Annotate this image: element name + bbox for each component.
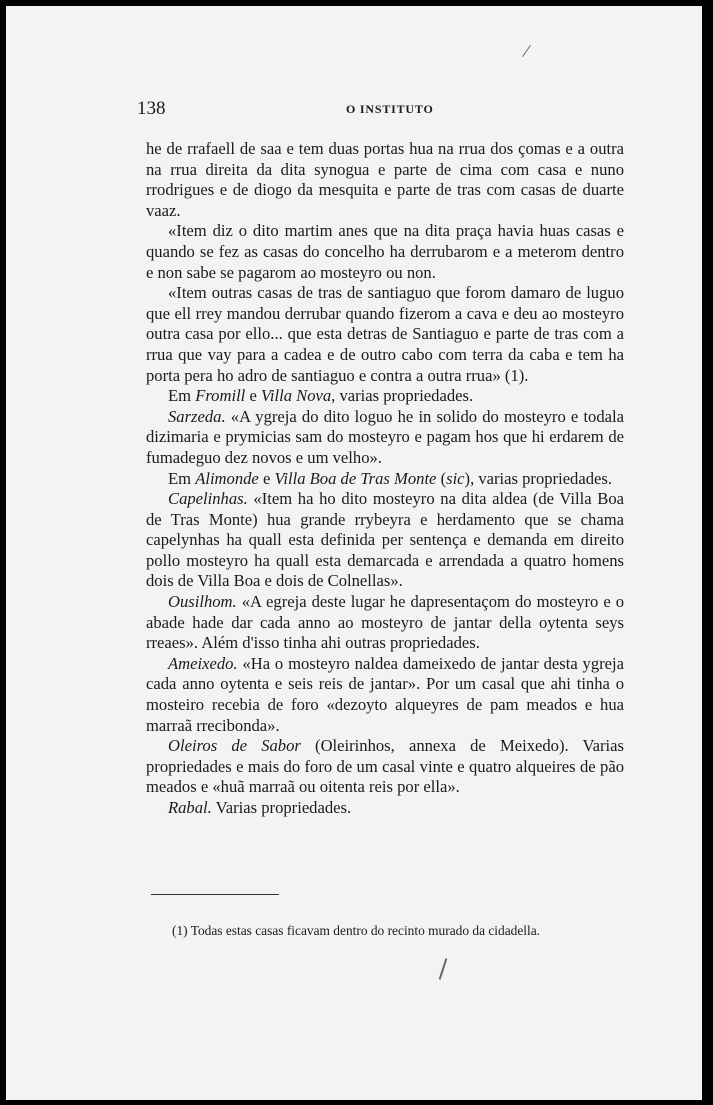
paragraph [146, 469, 624, 490]
paragraph [146, 592, 624, 654]
footnote-divider [151, 894, 279, 895]
paragraph [146, 139, 624, 221]
body-text [146, 139, 624, 819]
text-run: «Item outras casas de tras de santiaguo que forom damaro de luguo que ell rrey mandou derrubar quando fizerom a cava e deu ao mosteyro outra casa por ello... que esta detras de Santiaguo e parte de tras com a rrua que vay para a cadea e de outro cabo com terra da caba e tem ha porta pera ho adro de santiaguo e contra a outra rrua» (1). [146, 283, 624, 385]
running-title: O INSTITUTO [346, 102, 434, 116]
text-run: he de rrafaell de saa e tem duas portas hua na rrua dos çomas e a outra na rrua direita da dita synogua e parte de cima com casa e nuno rrodrigues e de diogo da mesquita e parte de tras com casas de duarte vaaz. [146, 139, 624, 220]
italic-text: Alimonde [195, 468, 259, 488]
text-run: e [245, 386, 261, 406]
pen-mark [439, 958, 448, 980]
paragraph [146, 386, 624, 407]
italic-text: sic [446, 468, 465, 488]
paragraph [146, 283, 624, 386]
italic-text: Sarzeda. [168, 406, 226, 426]
text-run: «A egreja deste lugar he dapresentaçom do mosteyro e o abade hade dar cada anno ao mosteyro de jantar della oytenta seys rreaes». Além d'isso tinha ahi outras propriedades. [146, 592, 624, 653]
italic-text: Oleiros de Sabor [168, 736, 301, 756]
italic-text: Ousilhom. [168, 592, 237, 612]
italic-text: Capelinhas. [168, 489, 248, 509]
text-run: ( [436, 468, 447, 488]
page-number: 138 [137, 98, 166, 119]
footnote: (1) Todas estas casas ficavam dentro do recinto murado da cidadella. [172, 923, 541, 938]
book-page [6, 6, 702, 1100]
italic-text: Rabal. [168, 798, 212, 817]
paragraph [146, 736, 624, 798]
text-run: Varias propriedades. [211, 798, 352, 817]
text-run: Em [168, 386, 196, 406]
text-run: varias propriedades. [335, 386, 474, 406]
paragraph [146, 654, 624, 736]
italic-text: Villa Nova, [260, 386, 336, 406]
pen-mark-top [522, 45, 531, 57]
italic-text: Fromill [195, 386, 246, 406]
text-run: Em [168, 468, 196, 488]
text-run: «Ha o mosteyro naldea dameixedo de jantar desta ygreja cada anno oytenta e seis reis de jantar». Por um casal que ahi tinha o mosteiro recebia de foro «dezoyto alqueyres de pam meados e hua marraã rrecibonda». [146, 653, 624, 735]
page-header [137, 98, 637, 118]
text-run: ), varias propriedades. [464, 468, 612, 488]
paragraph [146, 221, 624, 283]
text-run: e [258, 468, 275, 488]
text-run: «Item diz o dito martim anes que na dita praça havia huas casas e quando se fez as casas do concelho ha derrubarom e a meterom dentro e non sabe se pagarom ao mosteyro ou non. [146, 221, 624, 282]
paragraph [146, 489, 624, 592]
text-run: (Oleirinhos, annexa de Meixedo). Varias propriedades e mais do foro de um casal vinte e quatro alqueires de pão meados e «huã marraã ou oitenta reis por ella». [146, 736, 624, 797]
text-run: «Item ha ho dito mosteyro na dita aldea (de Villa Boa de Tras Monte) hua grande rrybeyra e herdamento que se chama capelynhas ha quall esta definida per sentença e demanda em direito pollo mosteyro ha quall esta demarcada e arrendada a quatro homens dois de Villa Boa e dois de Colnellas». [146, 489, 624, 591]
text-run: «A ygreja do dito loguo he in solido do mosteyro e todala dizimaria e prymicias sam do mosteyro e pagam hos que hi erdarem de fumadeguo dez novos e um velho». [146, 406, 624, 467]
italic-text: Ameixedo. [168, 653, 238, 673]
italic-text: Villa Boa de Tras Monte [274, 468, 437, 488]
paragraph [146, 407, 624, 469]
paragraph [146, 798, 624, 819]
